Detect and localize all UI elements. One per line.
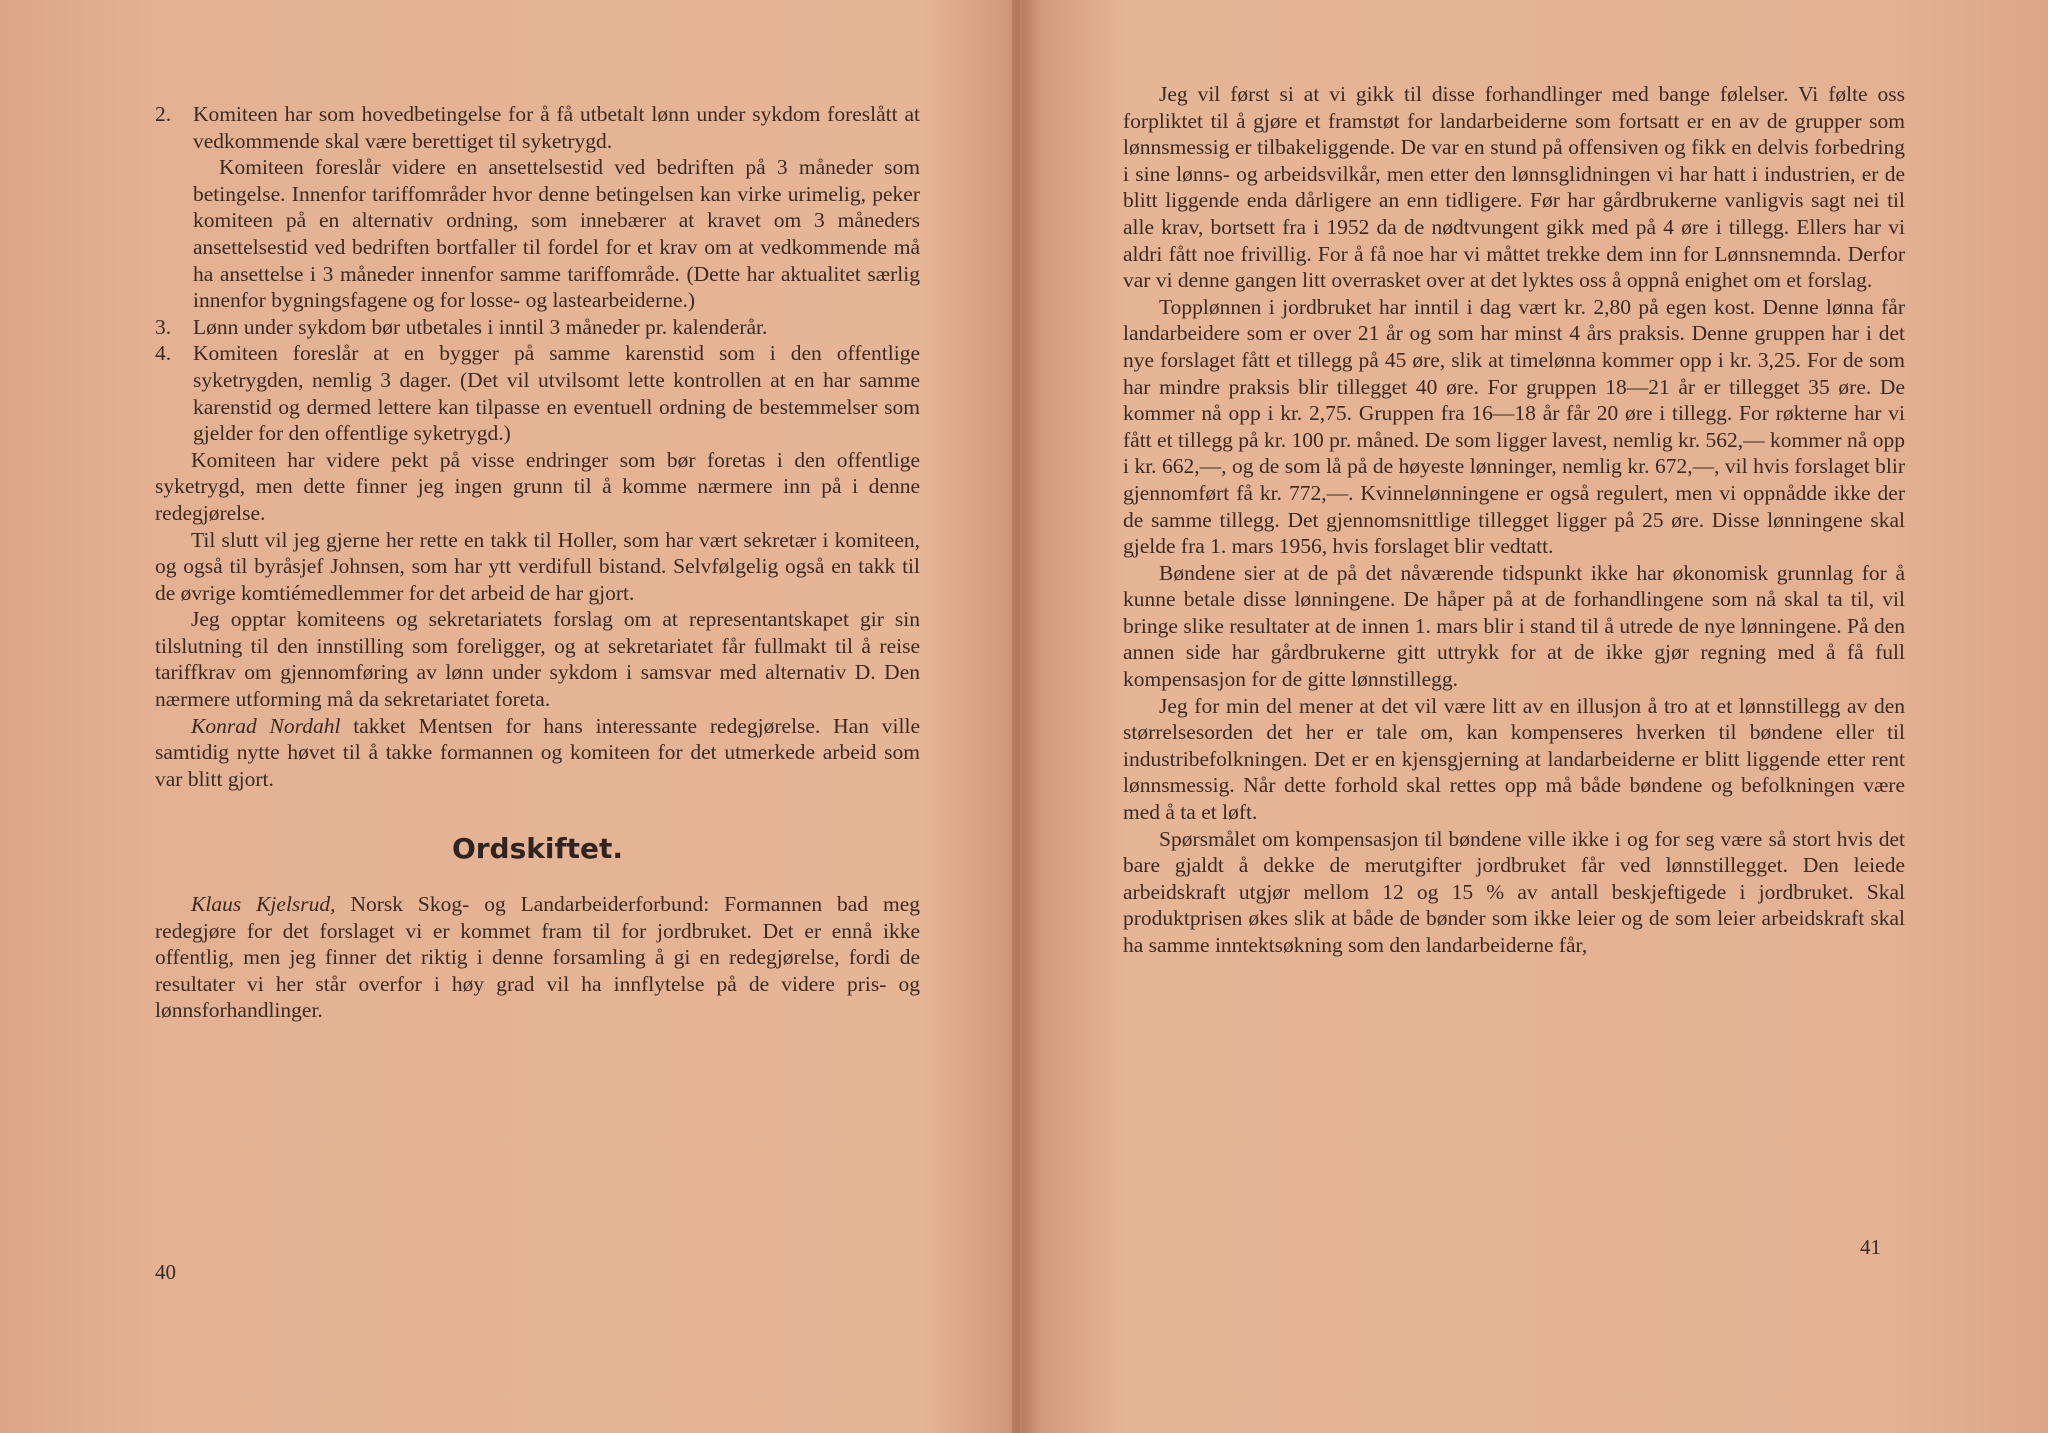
paragraph: Topplønnen i jordbruket har inntil i dag vært kr. 2,80 på egen kost. Denne lønna får landarbeidere som er over 21 år og som har minst 4 års praksis. Denne gruppen har i det nye forslaget fått et tillegg på 45 øre, slik at timelønna kommer opp i kr. 3,25. For de som har mindre praksis blir tillegget 40 øre. For gruppen 18—21 år er tillegget 35 øre. De kommer nå opp i kr. 2,75. Gruppen fra 16—18 år får 20 øre i tillegg. For røkterne har vi fått et tillegg på kr. 100 pr. måned. De som ligger lavest, nemlig kr. 562,— kommer nå opp i kr. 662,—, og de som lå på de høyeste lønninger, nemlig kr. 672,—, vil hvis forslaget blir gjennomført få kr. 772,—. Kvinnelønningene er også regulert, men vi oppnådde ikke der de samme tillegg. Det gjennomsnittlige tillegget ligger på 25 øre. Disse lønningene skal gjelde fra 1. mars 1956, hvis forslaget blir vedtatt. [1123, 294, 1905, 559]
list-number: 3. [155, 314, 172, 339]
list-item-text: Komiteen foreslår videre en ansettelsestid ved bedriften på 3 måneder som betingelse. Innenfor tariffområder hvor denne betingelsen kan virke urimelig, peker komiteen på en alternativ ordning, som innebærer at kravet om 3 måneders ansettelsestid ved bedriften bortfaller til fordel for et krav om at vedkommende må ha ansettelse i 3 måneder innenfor samme tariffområde. (Dette har aktualitet særlig innenfor bygningsfagene og for losse- og lastearbeiderne.) [193, 155, 920, 313]
paragraph: Spørsmålet om kompensasjon til bøndene ville ikke i og for seg være så stort hvis det bare gjaldt å dekke de merutgifter jordbruket får ved lønnstillegget. Den leiede arbeidskraft utgjør mellom 12 og 15 % av antall beskjeftigede i jordbruket. Skal produktprisen økes slik at både de bønder som ikke leier og de som leier arbeidskraft skal ha samme inntektsøkning som den landarbeiderne får, [1123, 826, 1905, 957]
paragraph-text: Norsk Skog- og Landarbeiderforbund: Formannen bad meg redegjøre for det forslaget vi er kommet fram til for jordbruket. Det er ennå ikke offentlig, men jeg finner det riktig i denne forsamling å gi en redegjørelse, fordi de resultater vi her står overfor i høy grad vil ha innflytelse på de videre pris- og lønnsforhandlinger. [155, 892, 921, 1023]
list-item [155, 340, 920, 446]
page-number: 41 [1860, 1235, 1881, 1259]
list-item-text: Komiteen har som hovedbetingelse for å få utbetalt lønn under sykdom foreslått at vedkommende skal være berettiget til syketrygd. [193, 102, 920, 153]
list-item-text: Komiteen foreslår at en bygger på samme karenstid som i den offentlige syketrygden, nemlig 3 dager. (Det vil utvilsomt lette kontrollen at en har samme karenstid og dermed lettere kan tilpasse en eventuell ordning de bestemmelser som gjelder for den offentlige syketrygd.) [193, 341, 920, 446]
list-item [155, 101, 920, 314]
paragraph-text: takket Mentsen for hans interessante redegjørelse. Han ville samtidig nytte høvet til å takke formannen og komiteen for det utmerkede arbeid som var blitt gjort. [155, 713, 921, 791]
paragraph: Jeg opptar komiteens og sekretariatets forslag om at representantskapet gir sin tilslutning til den innstilling som foreligger, og at sekretariatet får fullmakt til å reise tariffkrav om gjennomføring av lønn under sykdom i samsvar med alternativ D. Den nærmere utforming må da sekretariatet foreta. [155, 607, 920, 712]
paragraph: Til slutt vil jeg gjerne her rette en takk til Holler, som har vært sekretær i komiteen, og også til byråsjef Johnsen, som har ytt verdifull bistand. Selvfølgelig også en takk til de øvrige komtiémedlemmer for det arbeid de har gjort. [155, 527, 920, 605]
speaker-name: Konrad Nordahl [191, 713, 341, 738]
list-number: 4. [155, 341, 172, 366]
paragraph: Komiteen har videre pekt på visse endringer som bør foretas i den offentlige syketrygd, men dette finner jeg ingen grunn til å komme nærmere inn på i denne redegjørelse. [155, 447, 920, 525]
paragraph: Bøndene sier at de på det nåværende tidspunkt ikke har økonomisk grunnlag for å kunne betale disse lønningene. De håper på at de forhandlingene som nå skal ta til, vil bringe slike resultater at de innen 1. mars blir i stand til å utrede de nye lønningene. På den annen side har gårdbrukerne gitt uttrykk for at de ikke gjør regning med å få full kompensasjon for de gitte lønnstillegg. [1123, 560, 1905, 692]
right-page [1020, 0, 2048, 1433]
page-number: 40 [155, 1260, 176, 1284]
right-page-text [1123, 81, 1905, 959]
speaker-name: Klaus Kjelsrud, [191, 892, 336, 917]
paragraph [155, 891, 920, 1024]
list-item-text: Lønn under sykdom bør utbetales i inntil 3 måneder pr. kalenderår. [193, 314, 768, 339]
left-page-text [155, 101, 920, 1024]
paragraph: Jeg vil først si at vi gikk til disse forhandlinger med bange følelser. Vi følte oss forpliktet til å gjøre et framstøt for landarbeiderne som fortsatt er en av de grupper som lønnsmessig er tilbakeliggende. De var en stund på offensiven og fikk en delvis forbedring i sine lønns- og arbeidsvilkår, men etter den lønnsglidningen vi har hatt i industrien, er de blitt liggende enda dårligere an enn tidligere. Før har gårdbrukerne vanligvis sagt nei til alle krav, bortsett fra i 1952 da de nødtvungent gikk med på 4 øre i tillegg. Ellers har vi aldri fått noe frivillig. For å få noe har vi måttet trekke dem inn for Lønnsnemnda. Derfor var vi denne gangen litt overrasket over at det lyktes oss å oppnå enighet om et forslag. [1123, 82, 1905, 293]
left-page [0, 0, 1015, 1433]
section-heading: Ordskiftet. [451, 832, 624, 866]
paragraph [155, 713, 920, 793]
paragraph: Jeg for min del mener at det vil være litt av en illusjon å tro at et lønnstillegg av den størrelsesorden det her er tale om, kan kompenseres hverken til bøndene eller til industribefolkningen. Det er en kjensgjerning at landarbeiderne er blitt liggende etter rent lønnsmessig. Når dette forhold skal rettes opp må både bøndene og befolkningen være med å ta et løft. [1123, 693, 1905, 825]
list-number: 2. [155, 102, 172, 126]
list-item [155, 314, 920, 341]
